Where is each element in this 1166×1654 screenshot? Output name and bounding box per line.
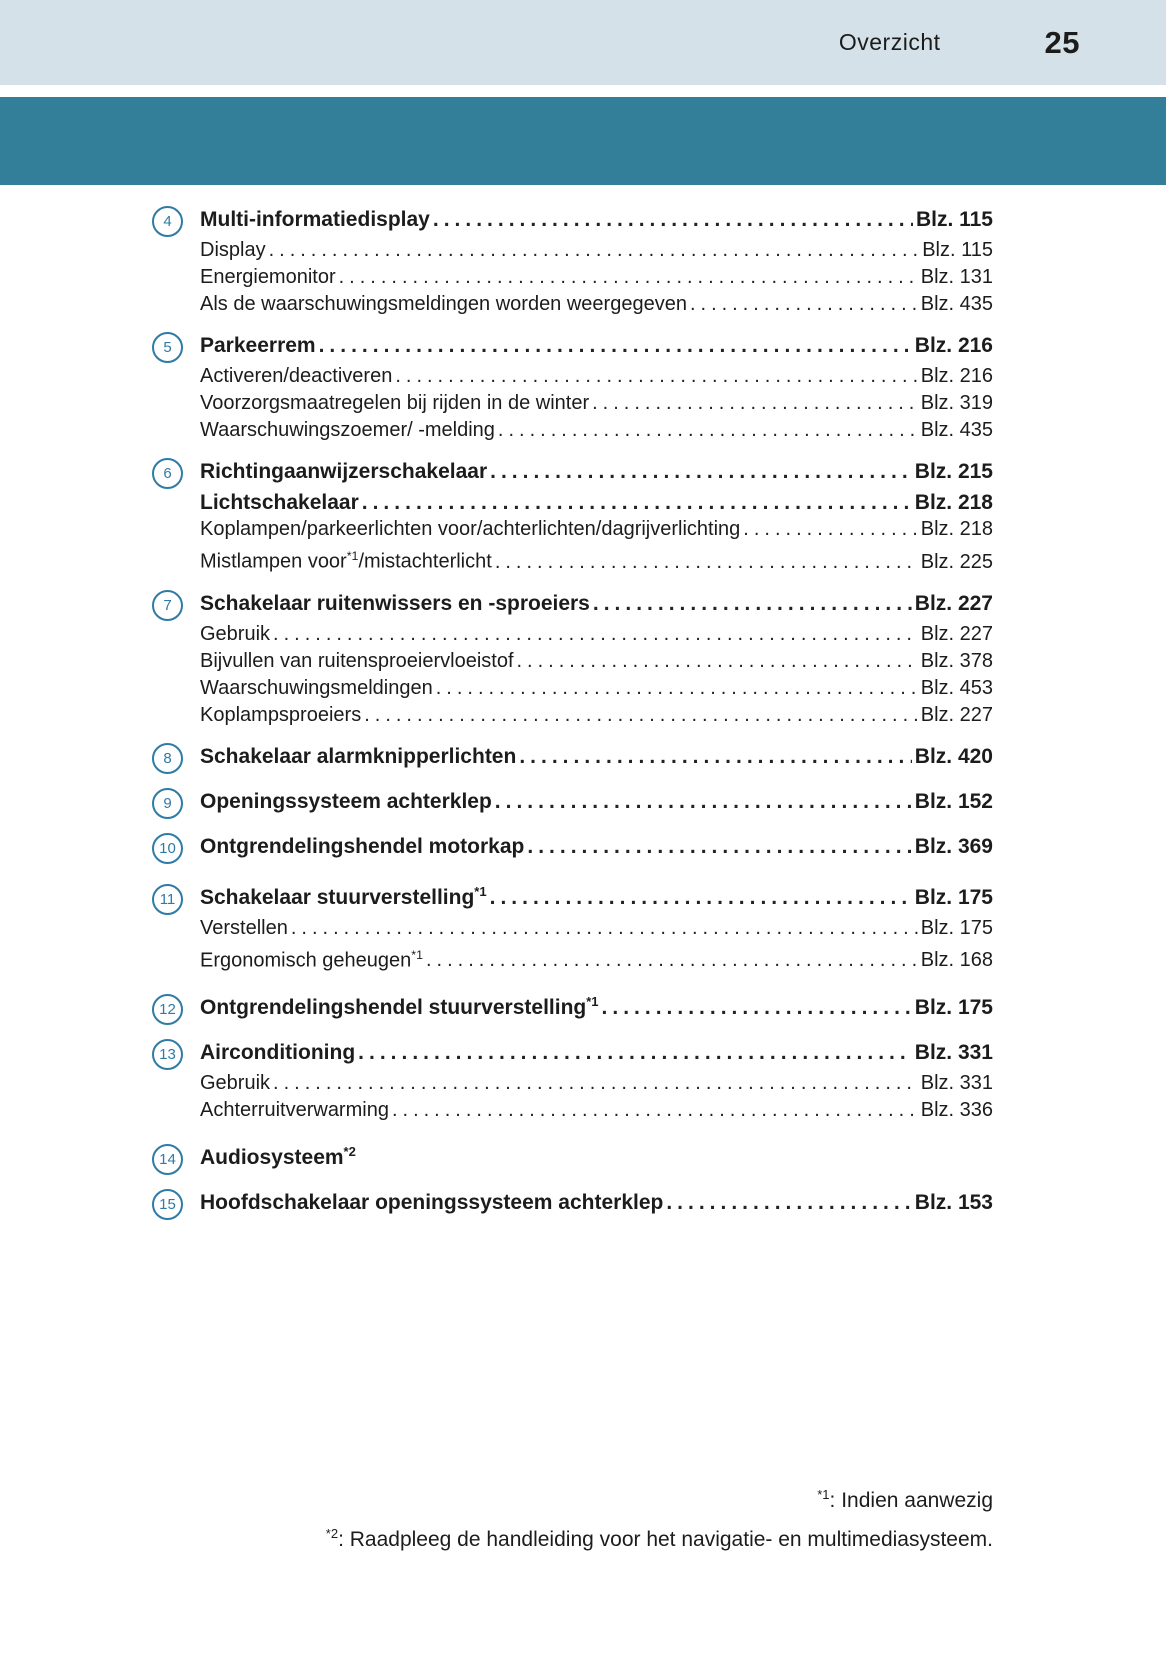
toc-entry-page: Blz. 225 (920, 550, 993, 573)
toc-entry-label: Multi-informatiedisplay (200, 208, 430, 231)
toc-entry-page: Blz. 453 (920, 676, 993, 699)
dot-leader (490, 458, 912, 485)
toc-section (152, 332, 993, 444)
toc-section (152, 743, 993, 774)
toc-entry (152, 237, 993, 264)
toc-entry (152, 458, 993, 489)
toc-entry-label: Gebruik (200, 622, 271, 645)
toc-entry-page: Blz. 435 (920, 419, 993, 441)
circled-number: 13 (152, 1039, 183, 1070)
toc-entry-page: Blz. 420 (914, 744, 993, 768)
dot-leader (743, 516, 917, 543)
dot-leader (495, 549, 918, 576)
toc-entry-page: Blz. 168 (920, 949, 993, 972)
toc-entry-label: Audiosysteem$^{*2}$ (200, 1144, 356, 1170)
toc-entry-page: Blz. 216 (914, 334, 993, 357)
item-number-badge (152, 788, 200, 819)
footnote-text: : Raadpleeg de handleiding voor het navigatie- en multimediasysteem. (338, 1528, 993, 1551)
toc-section (152, 458, 993, 576)
footnote-text: : Indien aanwezig (829, 1489, 993, 1512)
toc-section (152, 590, 993, 729)
toc-section (152, 206, 993, 318)
footnote-marker: *1 (474, 883, 487, 899)
toc-entry-label: Activeren/deactiveren (200, 365, 393, 387)
toc-entry (152, 516, 993, 543)
footnote-marker: *2 (325, 1526, 339, 1541)
toc-entry-page: Blz. 218 (920, 518, 993, 540)
dot-leader (498, 417, 918, 444)
toc-entry-label: Openingssysteem achterklep (200, 789, 492, 813)
circled-number: 14 (152, 1144, 183, 1175)
dot-leader (395, 363, 917, 390)
footnote-2 (326, 1517, 993, 1556)
toc-entry-page: Blz. 216 (920, 365, 993, 387)
footnote-marker: *2 (343, 1144, 356, 1160)
toc-entry-page: Blz. 115 (915, 208, 993, 231)
dot-leader (362, 489, 912, 516)
toc-entry (152, 702, 993, 729)
toc-entry-page: Blz. 369 (914, 834, 993, 858)
toc-entry-label: Display (200, 239, 266, 261)
toc-entry (152, 648, 993, 675)
toc-entry-label: Lichtschakelaar (200, 491, 359, 514)
dot-leader (519, 743, 911, 770)
circled-number: 9 (152, 788, 183, 819)
dot-leader (666, 1189, 911, 1216)
toc-entry-label: Ontgrendelingshendel motorkap (200, 834, 525, 858)
toc-section (152, 1138, 993, 1175)
toc-entry-label: Koplampen/parkeerlichten voor/achterlichten/dagrijverlichting (200, 518, 741, 540)
toc-entry-page: Blz. 215 (914, 460, 993, 483)
toc-entry (152, 417, 993, 444)
toc-entry-page: Blz. 319 (920, 392, 993, 414)
toc-entry-page: Blz. 227 (920, 703, 993, 726)
toc-entry-label: Voorzorgsmaatregelen bij rijden in de winter (200, 392, 590, 414)
toc-section (152, 988, 993, 1025)
toc-entry-label: Airconditioning (200, 1041, 356, 1065)
dot-leader (436, 675, 918, 702)
dot-leader (490, 884, 912, 911)
toc-entry-label: Schakelaar alarmknipperlichten (200, 744, 517, 768)
toc-entry (152, 489, 993, 516)
toc-entry (152, 543, 993, 576)
footnote-marker: *1 (346, 549, 359, 563)
toc-section (152, 1189, 993, 1220)
toc-entry (152, 878, 993, 915)
toc (152, 206, 993, 1234)
dot-leader (426, 947, 918, 974)
toc-entry-label: Verstellen (200, 916, 288, 939)
chapter-title-band (0, 97, 1166, 185)
item-number-badge (152, 1039, 200, 1070)
circled-number: 7 (152, 590, 183, 621)
item-number-badge (152, 1189, 200, 1220)
toc-entry-page: Blz. 336 (920, 1099, 993, 1122)
circled-number: 15 (152, 1189, 183, 1220)
toc-entry (152, 621, 993, 648)
toc-entry-label: Richtingaanwijzerschakelaar (200, 460, 488, 483)
toc-entry-page: Blz. 153 (914, 1191, 993, 1215)
toc-entry-page: Blz. 175 (914, 885, 993, 909)
toc-entry-page: Blz. 378 (920, 649, 993, 672)
footnote-marker: *1 (411, 947, 423, 962)
header-section-title: Overzicht (838, 29, 941, 55)
dot-leader (273, 1070, 918, 1097)
toc-entry-label: Als de waarschuwingsmeldingen worden weergegeven (200, 293, 687, 315)
toc-entry-page: Blz. 218 (914, 491, 993, 514)
toc-entry-page: Blz. 175 (914, 996, 993, 1020)
footnote-marker: *1 (586, 994, 599, 1010)
circled-number: 4 (152, 206, 183, 237)
toc-entry-page: Blz. 131 (920, 266, 993, 288)
toc-entry (152, 1039, 993, 1070)
toc-entry-page: Blz. 115 (922, 239, 993, 261)
toc-entry-label: Schakelaar stuurverstelling$^{*1}$ (200, 883, 487, 909)
toc-entry-page: Blz. 227 (920, 622, 993, 645)
toc-entry (152, 1097, 993, 1124)
toc-entry-page: Blz. 227 (914, 591, 993, 615)
item-number-badge (152, 458, 200, 489)
dot-leader (527, 833, 911, 860)
dot-leader (273, 621, 918, 648)
toc-entry (152, 675, 993, 702)
toc-section (152, 833, 993, 864)
dot-leader (364, 702, 918, 729)
toc-entry (152, 788, 993, 819)
toc-section (152, 878, 993, 975)
item-number-badge (152, 994, 200, 1025)
toc-entry-page: Blz. 331 (920, 1072, 993, 1095)
dot-leader (269, 237, 920, 264)
toc-entry-page: Blz. 331 (914, 1041, 993, 1065)
dot-leader (593, 590, 912, 617)
toc-section (152, 1039, 993, 1124)
toc-entry (152, 590, 993, 621)
toc-entry (152, 915, 993, 942)
toc-section (152, 788, 993, 819)
toc-entry (152, 206, 993, 237)
page-header-band (0, 0, 1166, 85)
toc-entry-label: Gebruik (200, 1072, 271, 1095)
footnote-marker: *1 (817, 1487, 830, 1502)
toc-entry (152, 743, 993, 774)
dot-leader (495, 788, 912, 815)
toc-entry (152, 942, 993, 975)
toc-entry (152, 291, 993, 318)
dot-leader (358, 1039, 912, 1066)
item-number-badge (152, 590, 200, 621)
dot-leader (339, 264, 918, 291)
toc-entry-label: Ontgrendelingshendel stuurverstelling$^{*1}$ (200, 994, 599, 1020)
item-number-badge (152, 332, 200, 363)
toc-entry-label: Koplampsproeiers (200, 703, 362, 726)
toc-entry-page: Blz. 175 (920, 916, 993, 939)
dot-leader (319, 332, 912, 359)
toc-entry (152, 988, 993, 1025)
toc-entry-label: Energiemonitor (200, 266, 336, 288)
circled-number: 10 (152, 833, 183, 864)
toc-entry (152, 1189, 993, 1220)
toc-entry-label: Ergonomisch geheugen$^{*1}$ (200, 947, 423, 972)
toc-entry (152, 332, 993, 363)
toc-entry-label: Waarschuwingsmeldingen (200, 676, 433, 699)
toc-entry (152, 833, 993, 864)
footnote-1 (326, 1478, 993, 1517)
toc-entry-label: Hoofdschakelaar openingssysteem achterklep (200, 1191, 664, 1215)
dot-leader (690, 291, 918, 318)
footnotes (326, 1478, 993, 1556)
toc-entry (152, 1070, 993, 1097)
item-number-badge (152, 833, 200, 864)
toc-entry-label: Parkeerrem (200, 334, 316, 357)
circled-number: 6 (152, 458, 183, 489)
toc-entry (152, 363, 993, 390)
toc-entry-page: Blz. 152 (914, 789, 993, 813)
dot-leader (602, 994, 912, 1021)
item-number-badge (152, 206, 200, 237)
circled-number: 12 (152, 994, 183, 1025)
toc-entry-label: Achterruitverwarming (200, 1099, 389, 1122)
toc-entry-label: Mistlampen voor$^{*1}$/mistachterlicht (200, 549, 492, 573)
dot-leader (433, 206, 913, 233)
item-number-badge (152, 884, 200, 915)
item-number-badge (152, 1144, 200, 1175)
circled-number: 8 (152, 743, 183, 774)
toc-entry (152, 1138, 993, 1175)
circled-number: 11 (152, 884, 183, 915)
dot-leader (517, 648, 918, 675)
dot-leader (392, 1097, 918, 1124)
item-number-badge (152, 743, 200, 774)
toc-entry-label: Schakelaar ruitenwissers en -sproeiers (200, 591, 590, 615)
toc-entry-page: Blz. 435 (920, 293, 993, 315)
toc-entry-label: Waarschuwingszoemer/ -melding (200, 419, 495, 441)
toc-entry-label: Bijvullen van ruitensproeiervloeistof (200, 649, 514, 672)
dot-leader (291, 915, 918, 942)
circled-number: 5 (152, 332, 183, 363)
toc-entry (152, 264, 993, 291)
toc-entry (152, 390, 993, 417)
header-page-number: 25 (1044, 24, 1080, 60)
dot-leader (592, 390, 918, 417)
